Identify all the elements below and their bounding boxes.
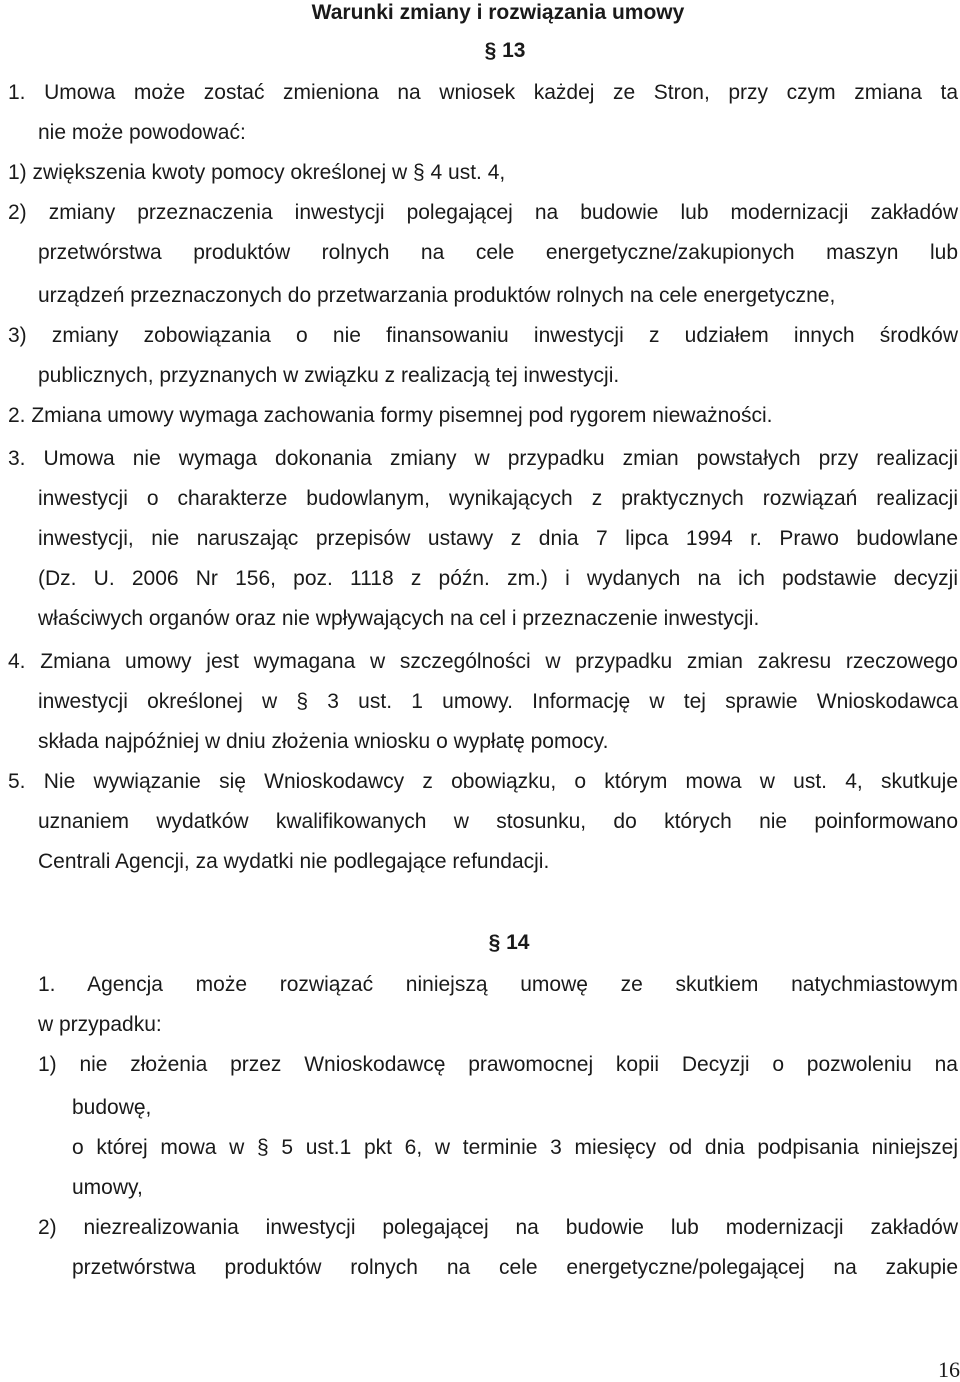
page-number: 16 [938, 1357, 960, 1382]
text-line: 2) zmiany przeznaczenia inwestycji polegającej na budowie lub modernizacji zakładów [8, 201, 958, 224]
text-line: składa najpóźniej w dniu złożenia wniosku o wypłatę pomocy. [38, 730, 609, 753]
text-line: 2. Zmiana umowy wymaga zachowania formy pisemnej pod rygorem nieważności. [8, 404, 773, 427]
text-line: Centrali Agencji, za wydatki nie podlegające refundacji. [38, 850, 550, 873]
text-line: inwestycji o charakterze budowlanym, wynikających z praktycznych rozwiązań realizacji [38, 487, 958, 510]
text-line: 4. Zmiana umowy jest wymagana w szczególności w przypadku zmian zakresu rzeczowego [8, 650, 958, 673]
text-line: budowę, [72, 1096, 152, 1119]
text-line: przetwórstwa produktów rolnych na cele energetyczne/zakupionych maszyn lub [38, 241, 958, 264]
text-line: 1. Agencja może rozwiązać niniejszą umowę ze skutkiem natychmiastowym [38, 973, 958, 996]
paragraph-14-heading: § 14 [488, 931, 530, 954]
text-line: 5. Nie wywiązanie się Wnioskodawcy z obowiązku, o którym mowa w ust. 4, skutkuje [8, 770, 958, 793]
text-line: w przypadku: [38, 1013, 162, 1036]
text-line: o której mowa w § 5 ust.1 pkt 6, w terminie 3 miesięcy od dnia podpisania niniejszej [72, 1136, 958, 1159]
text-line: 3. Umowa nie wymaga dokonania zmiany w przypadku zmian powstałych przy realizacji [8, 447, 958, 470]
text-line: 2) niezrealizowania inwestycji polegającej na budowie lub modernizacji zakładów [38, 1216, 958, 1239]
text-line: właściwych organów oraz nie wpływających na cel i przeznaczenie inwestycji. [38, 607, 760, 630]
text-line: 1) nie złożenia przez Wnioskodawcę prawomocnej kopii Decyzji o pozwoleniu na [38, 1053, 958, 1076]
text-line: nie może powodować: [38, 121, 246, 144]
text-line: uznaniem wydatków kwalifikowanych w stosunku, do których nie poinformowano [38, 810, 958, 833]
text-line: inwestycji określonej w § 3 ust. 1 umowy. Informację w tej sprawie Wnioskodawca [38, 690, 958, 713]
text-line: umowy, [72, 1176, 143, 1199]
text-line: urządzeń przeznaczonych do przetwarzania produktów rolnych na cele energetyczne, [38, 284, 836, 307]
text-line: publicznych, przyznanych w związku z realizacją tej inwestycji. [38, 364, 620, 387]
document-title: Warunki zmiany i rozwiązania umowy [311, 1, 685, 24]
text-line: 1) zwiększenia kwoty pomocy określonej w § 4 ust. 4, [8, 161, 506, 184]
text-line: 1. Umowa może zostać zmieniona na wniosek każdej ze Stron, przy czym zmiana ta [8, 81, 958, 104]
text-line: 3) zmiany zobowiązania o nie finansowaniu inwestycji z udziałem innych środków [8, 324, 958, 347]
text-line: inwestycji, nie naruszając przepisów ustawy z dnia 7 lipca 1994 r. Prawo budowlane [38, 527, 958, 550]
text-line: (Dz. U. 2006 Nr 156, poz. 1118 z późn. zm.) i wydanych na ich podstawie decyzji [38, 567, 958, 590]
text-line: przetwórstwa produktów rolnych na cele energetyczne/polegającej na zakupie [72, 1256, 958, 1279]
paragraph-13-heading: § 13 [484, 39, 526, 62]
